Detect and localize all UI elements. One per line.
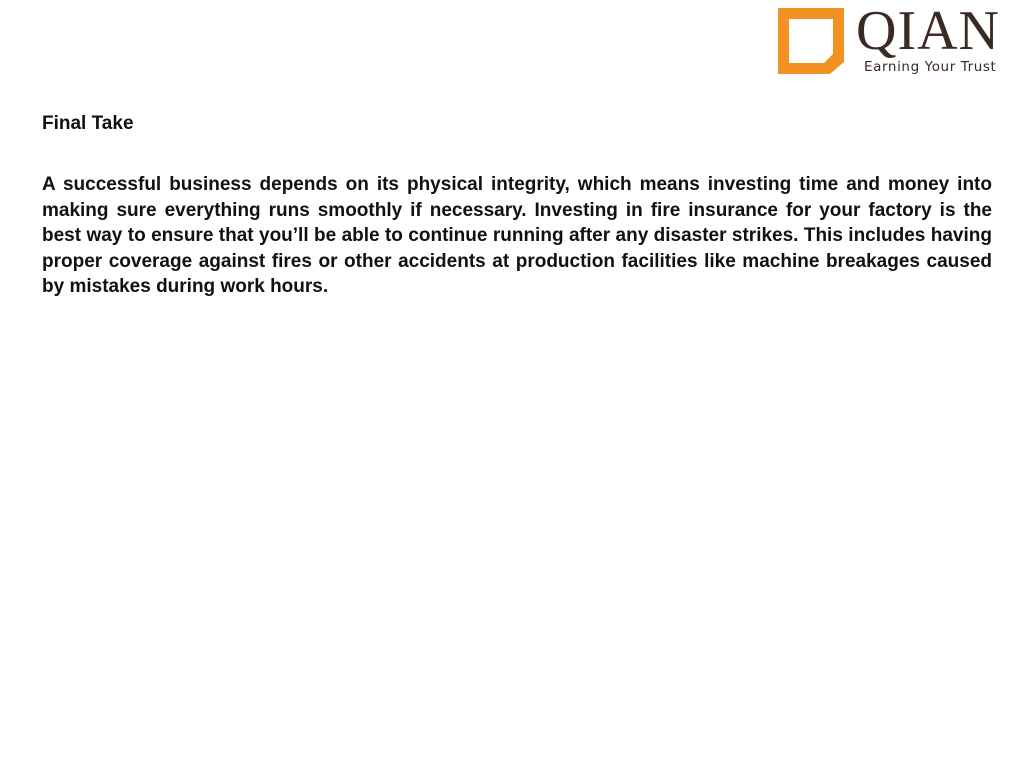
logo-wordmark: QIAN: [856, 0, 1000, 62]
qian-logo-mark-icon: [778, 8, 844, 74]
section-heading: Final Take: [42, 113, 134, 134]
body-paragraph: A successful business depends on its physical integrity, which means investing time and money into making sure everything runs smoothly if necessary. Investing in fire insurance for your factory is the best way to ensure that you’ll be able to continue running after any disaster strikes. This includes having proper coverage against fires or other accidents at production facilities like machine breakages caused by mistakes during work hours.: [42, 174, 992, 298]
qian-logo: [778, 0, 1018, 77]
logo-tagline: Earning Your Trust: [864, 59, 997, 75]
